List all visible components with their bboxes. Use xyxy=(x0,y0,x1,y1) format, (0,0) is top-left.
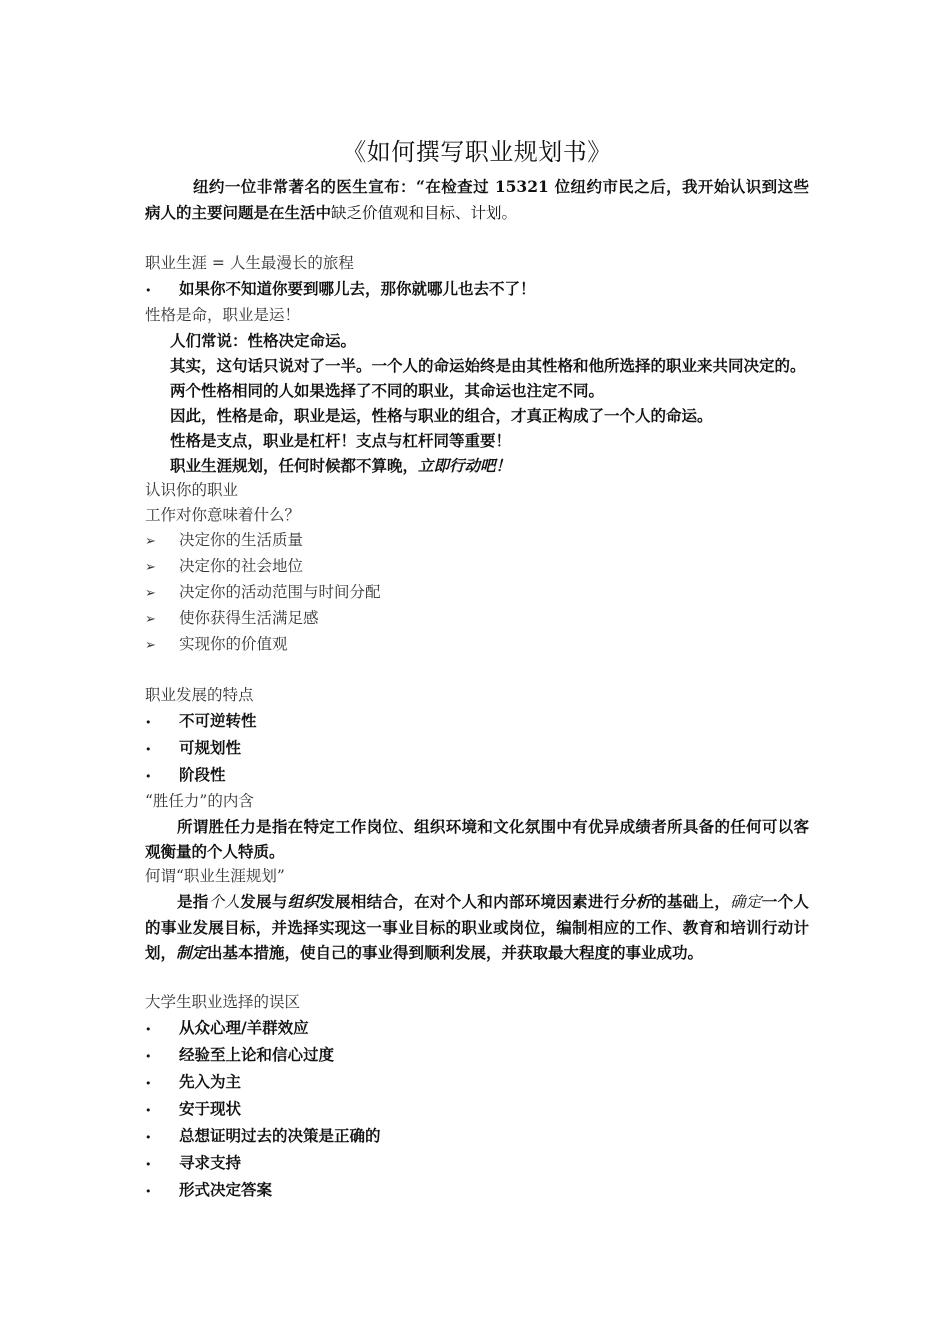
mistakes-list xyxy=(145,1015,809,1204)
dev-heading: 职业发展的特点 xyxy=(145,686,254,704)
competency-heading: “胜任力”的内含 xyxy=(145,792,254,810)
planning-emphasis: 组织 xyxy=(287,892,320,911)
list-item-text: 从众心理/羊群效应 xyxy=(179,1018,309,1037)
bullet-icon: • xyxy=(145,1023,152,1036)
spacer xyxy=(145,658,809,683)
list-item xyxy=(145,1177,809,1204)
intro-normal-text: 缺乏价值观和目标、计划。 xyxy=(331,204,518,222)
planning-text: 是指 xyxy=(177,892,209,911)
bullet-icon: • xyxy=(145,284,152,297)
document-body xyxy=(145,133,809,1204)
planning-text: 一个人的事业发展目标，并选择实现这一事业目标的职业或岗位，编制相应的工作、教育和培训行动计划， xyxy=(145,892,809,962)
arrow-bullet-icon: ➢ xyxy=(145,586,156,601)
planning-text: 的基础上， xyxy=(651,892,731,911)
bullet-icon: • xyxy=(145,716,152,729)
bullet-icon: • xyxy=(145,1158,152,1171)
list-item xyxy=(145,1096,809,1123)
spacer xyxy=(145,965,809,990)
career-journey-heading: 职业生涯 = 人生最漫长的旅程 xyxy=(145,254,354,272)
bullet-icon: • xyxy=(145,743,152,756)
list-item-text: 决定你的活动范围与时间分配 xyxy=(179,583,381,601)
list-item xyxy=(145,528,809,554)
personality-line: 性格是支点，职业是杠杆！支点与杠杆同等重要！ xyxy=(170,431,512,450)
arrow-bullet-icon: ➢ xyxy=(145,560,156,575)
bullet-icon: • xyxy=(145,1050,152,1063)
know-job-heading: 认识你的职业 xyxy=(145,481,239,499)
planning-emphasis: 确定 xyxy=(730,893,762,911)
document-title: 《如何撰写职业规划书》 xyxy=(342,138,612,166)
bullet-icon: • xyxy=(145,1185,152,1198)
planning-text: 出基本措施，使自己的事业得到顺利发展，并获取最大程度的事业成功。 xyxy=(207,943,704,962)
planning-emphasis: 个人 xyxy=(208,893,241,911)
planning-paragraph xyxy=(145,889,809,965)
spacer xyxy=(145,226,809,251)
list-item-text: 经验至上论和信心过度 xyxy=(179,1045,335,1064)
list-item xyxy=(145,580,809,606)
journey-bullet-text: 如果你不知道你要到哪儿去，那你就哪儿也去不了！ xyxy=(179,279,536,298)
planning-text: 发展与 xyxy=(240,892,288,911)
list-item xyxy=(145,1015,809,1042)
list-item-text: 总想证明过去的决策是正确的 xyxy=(179,1126,381,1145)
list-item-text: 实现你的价值观 xyxy=(179,635,288,653)
list-item xyxy=(145,1150,809,1177)
list-item xyxy=(145,1123,809,1150)
list-item xyxy=(145,1042,809,1069)
action-text: 职业生涯规划，任何时候都不算晚， xyxy=(170,456,419,475)
personality-line: 因此，性格是命，职业是运，性格与职业的组合，才真正构成了一个人的命运。 xyxy=(170,406,713,425)
mistakes-heading: 大学生职业选择的误区 xyxy=(145,993,301,1011)
list-item-text: 阶段性 xyxy=(179,765,226,784)
list-item-text: 先入为主 xyxy=(179,1072,242,1091)
arrow-bullet-icon: ➢ xyxy=(145,612,156,627)
personality-heading: 性格是命，职业是运！ xyxy=(145,306,301,324)
planning-emphasis: 制定 xyxy=(176,943,208,962)
list-item-text: 可规划性 xyxy=(179,738,242,757)
arrow-bullet-icon: ➢ xyxy=(145,534,156,549)
list-item xyxy=(145,735,809,762)
action-emphasis: 立即行动吧！ xyxy=(418,456,512,475)
planning-heading: 何谓“职业生涯规划” xyxy=(145,867,285,885)
bullet-icon: • xyxy=(145,770,152,783)
intro-paragraph xyxy=(145,174,809,226)
personality-line: 人们常说：性格决定命运。 xyxy=(170,331,357,350)
list-item-text: 决定你的社会地位 xyxy=(179,557,304,575)
list-item-text: 不可逆转性 xyxy=(179,711,257,730)
work-meaning-heading: 工作对你意味着什么？ xyxy=(145,506,301,524)
list-item-text: 决定你的生活质量 xyxy=(179,531,304,549)
list-item-text: 使你获得生活满足感 xyxy=(179,609,319,627)
bullet-icon: • xyxy=(145,1131,152,1144)
list-item xyxy=(145,554,809,580)
personality-line: 其实，这句话只说对了一半。一个人的命运始终是由其性格和他所选择的职业来共同决定的。 xyxy=(170,356,806,375)
bullet-icon: • xyxy=(145,1077,152,1090)
list-item xyxy=(145,632,809,658)
list-item xyxy=(145,1069,809,1096)
action-line xyxy=(145,453,809,478)
list-item xyxy=(145,708,809,735)
competency-paragraph: 所谓胜任力是指在特定工作岗位、组织环境和文化氛围中有优异成绩者所具备的任何可以客观衡量的个人特质。 xyxy=(145,817,809,861)
list-item-text: 寻求支持 xyxy=(179,1153,242,1172)
planning-emphasis: 分析 xyxy=(619,892,652,911)
journey-bullet-item xyxy=(145,276,809,303)
dev-list xyxy=(145,708,809,789)
bullet-icon: • xyxy=(145,1104,152,1117)
intro-bold-text: 纽约一位非常著名的医生宣布：“在检查过 15321 位纽约市民之后，我开始认识到这些病人的主要问题是在生活中 xyxy=(145,177,809,222)
personality-line: 两个性格相同的人如果选择了不同的职业，其命运也注定不同。 xyxy=(170,381,605,400)
list-item xyxy=(145,762,809,789)
list-item-text: 形式决定答案 xyxy=(179,1180,273,1199)
work-meaning-list xyxy=(145,528,809,658)
list-item xyxy=(145,606,809,632)
planning-text: 发展相结合，在对个人和内部环境因素进行 xyxy=(319,892,620,911)
arrow-bullet-icon: ➢ xyxy=(145,638,156,653)
list-item-text: 安于现状 xyxy=(179,1099,242,1118)
